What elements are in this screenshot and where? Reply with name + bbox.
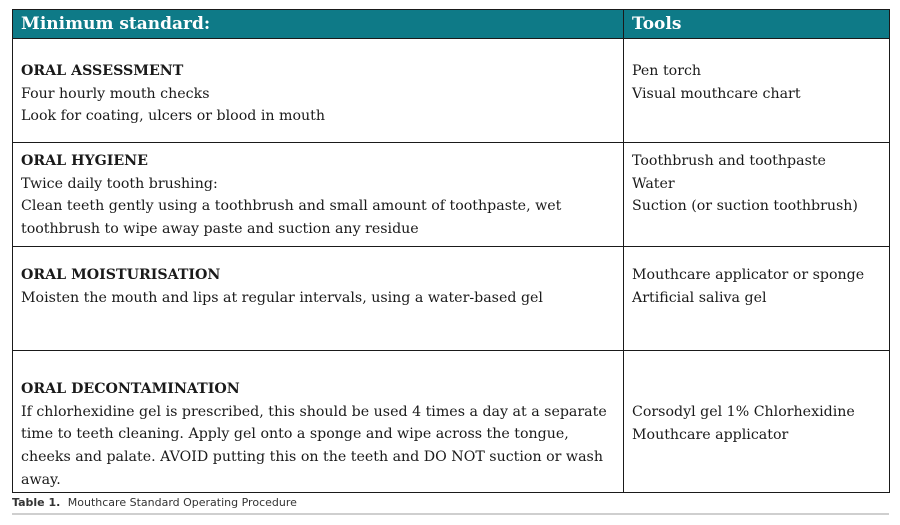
tool-item: Artificial saliva gel: [632, 289, 767, 306]
tool-item: Water: [632, 175, 675, 192]
caption-divider: [12, 513, 889, 515]
row-line: Four hourly mouth checks: [21, 85, 210, 102]
tools-cell-oral-assessment: [624, 39, 890, 143]
tool-item: Pen torch: [632, 63, 702, 79]
tool-item: Suction (or suction toothbrush): [632, 198, 858, 215]
row-heading: ORAL MOISTURISATION: [21, 267, 221, 283]
standard-cell-oral-hygiene: [13, 143, 624, 247]
caption-text: Mouthcare Standard Operating Procedure: [67, 496, 297, 509]
header-minimum-standard: Minimum standard:: [13, 10, 624, 39]
mouthcare-table: [12, 9, 890, 493]
caption-label: Table 1.: [12, 496, 61, 509]
row-line: Look for coating, ulcers or blood in mouth: [21, 108, 325, 125]
tool-item: Mouthcare applicator or sponge: [632, 267, 865, 283]
header-tools: Tools: [624, 10, 890, 39]
standard-cell-oral-moisturisation: [13, 247, 624, 351]
tool-item: Mouthcare applicator: [632, 426, 789, 443]
table-row: [13, 351, 890, 493]
tool-item: Corsodyl gel 1% Chlorhexidine: [632, 404, 855, 420]
row-heading: ORAL ASSESSMENT: [21, 63, 184, 79]
table-header-row: [13, 10, 890, 39]
row-heading: ORAL HYGIENE: [21, 153, 148, 169]
table-row: [13, 247, 890, 351]
row-heading: ORAL DECONTAMINATION: [21, 381, 240, 397]
table-caption: [12, 496, 297, 509]
row-line: If chlorhexidine gel is prescribed, this should be used 4 times a day at a separate time to teeth cleaning. Apply gel onto a sponge and wipe across the tongue, cheeks and palate. AVOID putting this on the teeth and DO NOT suction or wash away.: [21, 403, 607, 488]
row-line: Clean teeth gently using a toothbrush and small amount of toothpaste, wet toothbrush to wipe away paste and suction any residue: [21, 198, 562, 238]
tools-cell-oral-hygiene: [624, 143, 890, 247]
tool-item: Toothbrush and toothpaste: [632, 153, 826, 169]
tools-cell-oral-decontamination: [624, 351, 890, 493]
table-row: [13, 143, 890, 247]
row-line: Moisten the mouth and lips at regular intervals, using a water-based gel: [21, 289, 543, 306]
mouthcare-table-container: [12, 9, 889, 493]
standard-cell-oral-decontamination: [13, 351, 624, 493]
tools-cell-oral-moisturisation: [624, 247, 890, 351]
row-line: Twice daily tooth brushing:: [21, 175, 218, 192]
tool-item: Visual mouthcare chart: [632, 85, 801, 102]
table-row: [13, 39, 890, 143]
standard-cell-oral-assessment: [13, 39, 624, 143]
